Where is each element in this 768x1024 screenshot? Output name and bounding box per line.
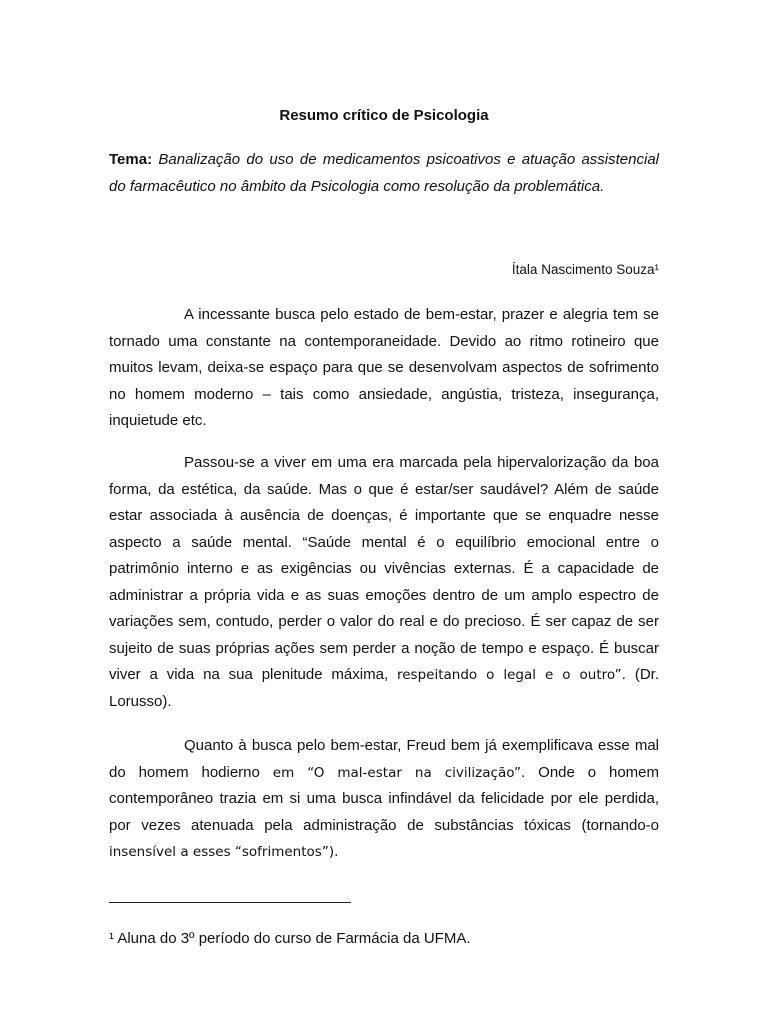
paragraph-3-text-c: Onde o homem contemporâneo trazia em si uma busca infindável da felicidade por ele perdida, por vezes atenuada pela administração de substâncias tóxicas (tornando-o (109, 763, 660, 834)
tema-block (109, 147, 659, 200)
footnote-separator (109, 902, 351, 903)
footnote: ¹ Aluna do 3º período do curso de Farmácia da UFMA. (109, 930, 471, 947)
document-title: Resumo crítico de Psicologia (279, 107, 489, 124)
tema-text: Banalização do uso de medicamentos psicoativos e atuação assistencial do farmacêutico no âmbito da Psicologia como resolução da problemática. (109, 151, 659, 195)
paragraph-2-citation: (Dr. Lorusso). (109, 666, 659, 710)
paragraph-3 (109, 733, 659, 866)
paragraph-2-text-a: Passou-se a viver em uma era marcada pela hipervalorização da boa forma, da estética, da saúde. Mas o que é estar/ser saudável? Além de saúde estar associada à ausência de doenças, é importante que se enquadre nesse aspecto a saúde mental. “Saúde mental é o equilíbrio emocional entre o patrimônio interno e as exigências ou vivências externas. É a capacidade de administrar a própria vida e as suas emoções dentro de um amplo espectro de variações sem, contudo, perder o valor do real e do precioso. É ser capaz de ser sujeito de suas próprias ações sem perder a noção de tempo e espaço. É buscar viver a vida na sua plenitude máxima, (109, 454, 659, 683)
paragraph-2-quote-end: respeitando o legal e o outro”. (396, 667, 626, 683)
paragraph-3-text-a: Quanto à busca pelo bem-estar, Freud bem já exemplificava esse mal do homem hodierno (109, 737, 659, 781)
tema-label: Tema: (109, 151, 153, 168)
paragraph-3-book-title: em “O mal-estar na civilização”. (272, 764, 526, 781)
paragraph-1-text: A incessante busca pelo estado de bem-estar, prazer e alegria tem se tornado uma constante na contemporaneidade. Devido ao ritmo rotineiro que muitos levam, deixa-se espaço para que se desenvolvam aspectos de sofrimento no homem moderno – tais como ansiedade, angústia, tristeza, insegurança, inquietude etc. (109, 306, 659, 429)
paragraph-2 (109, 450, 659, 715)
paragraph-3-text-d: insensível a esses “sofrimentos”). (109, 844, 339, 860)
paragraph-1 (109, 302, 659, 435)
author-name: Ítala Nascimento Souza¹ (511, 262, 659, 277)
